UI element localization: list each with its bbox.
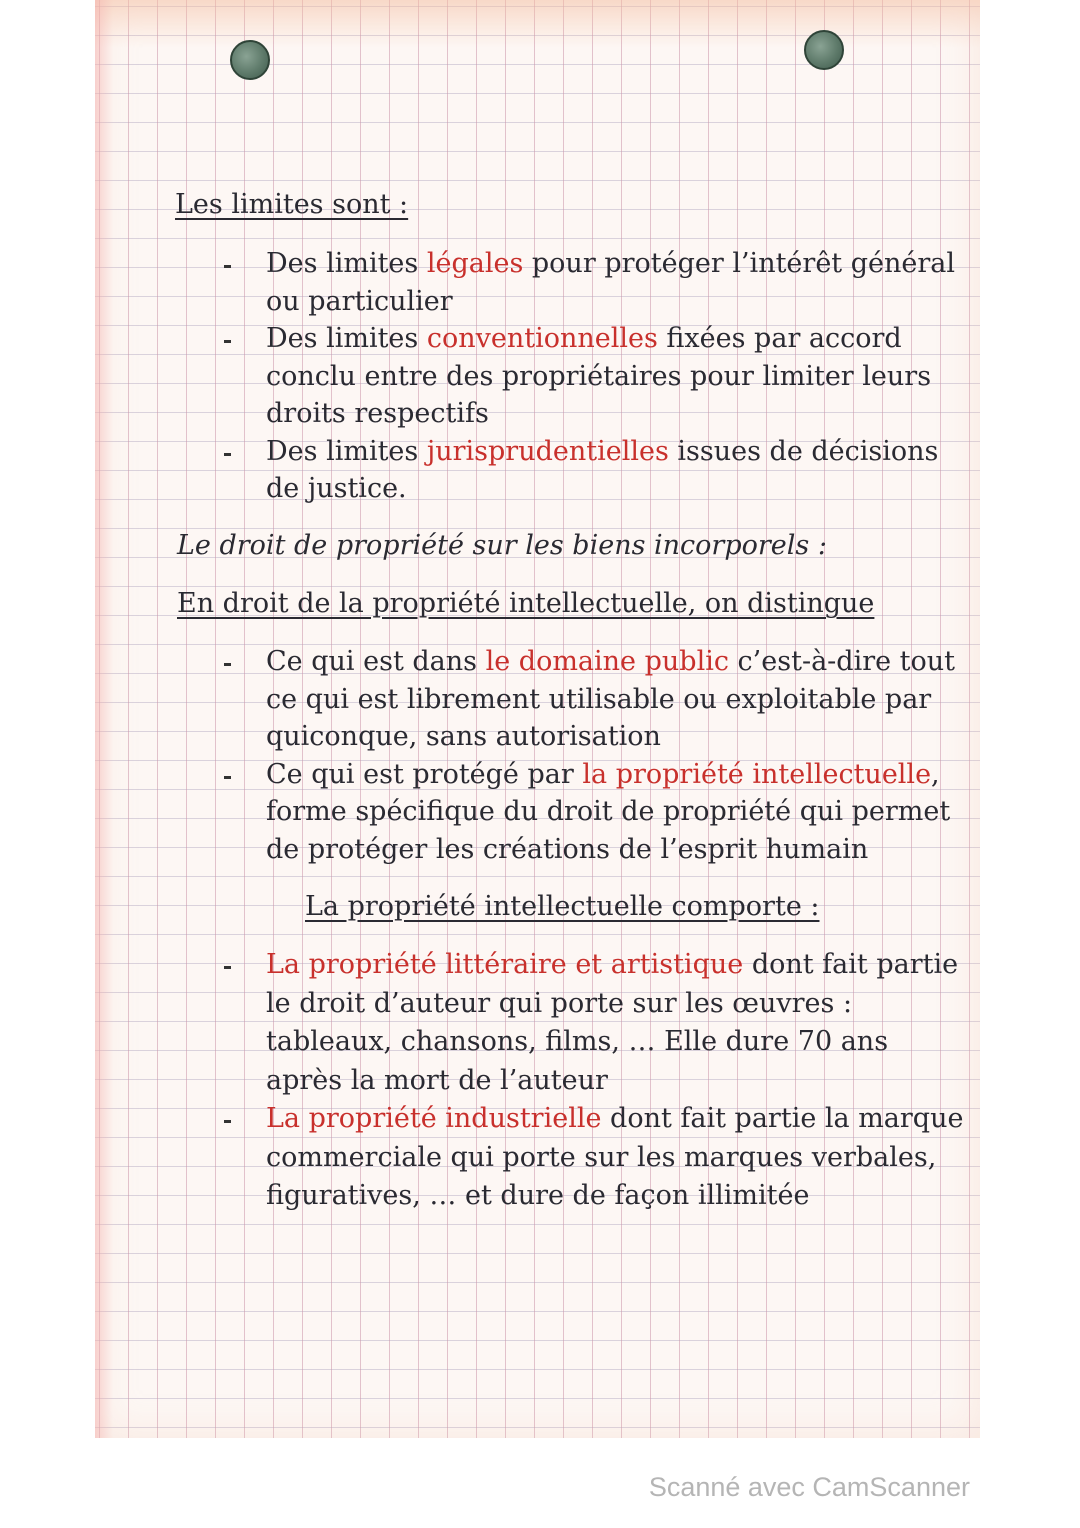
binder-hole-left-icon (230, 40, 270, 80)
text-run: pour protéger l’intérêt général (523, 248, 955, 279)
list-item-line (266, 1100, 963, 1138)
text-run: dont fait partie la marque (601, 1103, 964, 1134)
text-run: c’est-à-dire tout (728, 646, 956, 677)
bullet-dash (224, 1120, 231, 1123)
bullet-dash (224, 776, 231, 779)
text-run: quiconque, sans autorisation (266, 721, 661, 752)
section2-subheading: En droit de la propriété intellectuelle, on distingue (177, 588, 875, 619)
list-item-line (266, 395, 489, 433)
text-run: , (931, 758, 940, 790)
list-item-line (266, 1062, 608, 1100)
list-item-line (266, 643, 955, 681)
text-run: forme spécifique du droit de propriété qui permet (266, 796, 951, 827)
camscanner-watermark: Scanné avec CamScanner (648, 1472, 970, 1502)
highlighted-term: conventionnelles (426, 323, 658, 354)
highlighted-term: jurisprudentielles (426, 435, 669, 467)
highlighted-term: le domaine public (485, 646, 729, 677)
text-run: issues de décisions (668, 435, 939, 467)
text-run: ce qui est librement utilisable ou exploitable par (266, 683, 932, 715)
list-item-line (266, 946, 958, 984)
list-item-line (266, 283, 453, 321)
highlighted-term: la propriété intellectuelle (582, 758, 932, 790)
text-run: Des limites (266, 323, 427, 354)
text-run: le droit d’auteur qui porte sur les œuvres : (266, 987, 853, 1019)
list-item-line (266, 793, 950, 831)
list-item-line (266, 320, 902, 358)
text-run: droits respectifs (266, 398, 489, 429)
text-run: Des limites (266, 435, 427, 467)
highlighted-term: La propriété littéraire et artistique (266, 949, 744, 980)
section2-heading: Le droit de propriété sur les biens incorporels : (177, 530, 827, 561)
text-run: dont fait partie (743, 949, 959, 980)
text-run: Des limites (266, 248, 427, 279)
list-item-line (266, 718, 661, 756)
list-item-line (266, 358, 931, 396)
list-item-line (266, 1139, 936, 1177)
text-run: figuratives, … et dure de façon illimitée (266, 1180, 810, 1211)
text-run: Ce qui est dans (266, 646, 486, 677)
list-item-line (266, 681, 931, 719)
list-item-line (266, 985, 852, 1023)
highlighted-term: La propriété industrielle (266, 1103, 602, 1134)
text-run: fixées par accord (657, 323, 902, 354)
text-run: après la mort de l’auteur (266, 1064, 608, 1096)
text-run: commerciale qui porte sur les marques verbales, (266, 1141, 937, 1173)
list-item-line (266, 1177, 809, 1215)
bullet-dash (224, 453, 231, 456)
section3-heading: La propriété intellectuelle comporte : (305, 891, 820, 922)
bullet-dash (224, 340, 231, 343)
text-run: de justice. (266, 473, 407, 504)
list-item-line (266, 433, 938, 471)
list-item-line (266, 756, 940, 794)
bullet-dash (224, 265, 231, 268)
list-item-line (266, 831, 868, 869)
list-item-line (266, 245, 955, 283)
text-run: de protéger les créations de l’esprit humain (266, 833, 869, 865)
list-item-line (266, 470, 407, 508)
binder-hole-right-icon (804, 30, 844, 70)
text-run: Ce qui est protégé par (266, 758, 583, 790)
highlighted-term: légales (426, 248, 524, 279)
section1-heading: Les limites sont : (175, 189, 409, 220)
list-item-line (266, 1023, 888, 1061)
bullet-dash (224, 966, 231, 969)
text-run: tableaux, chansons, films, … Elle dure 70 ans (266, 1026, 889, 1057)
text-run: conclu entre des propriétaires pour limiter leurs (266, 360, 932, 392)
text-run: ou particulier (266, 285, 453, 317)
bullet-dash (224, 663, 231, 666)
